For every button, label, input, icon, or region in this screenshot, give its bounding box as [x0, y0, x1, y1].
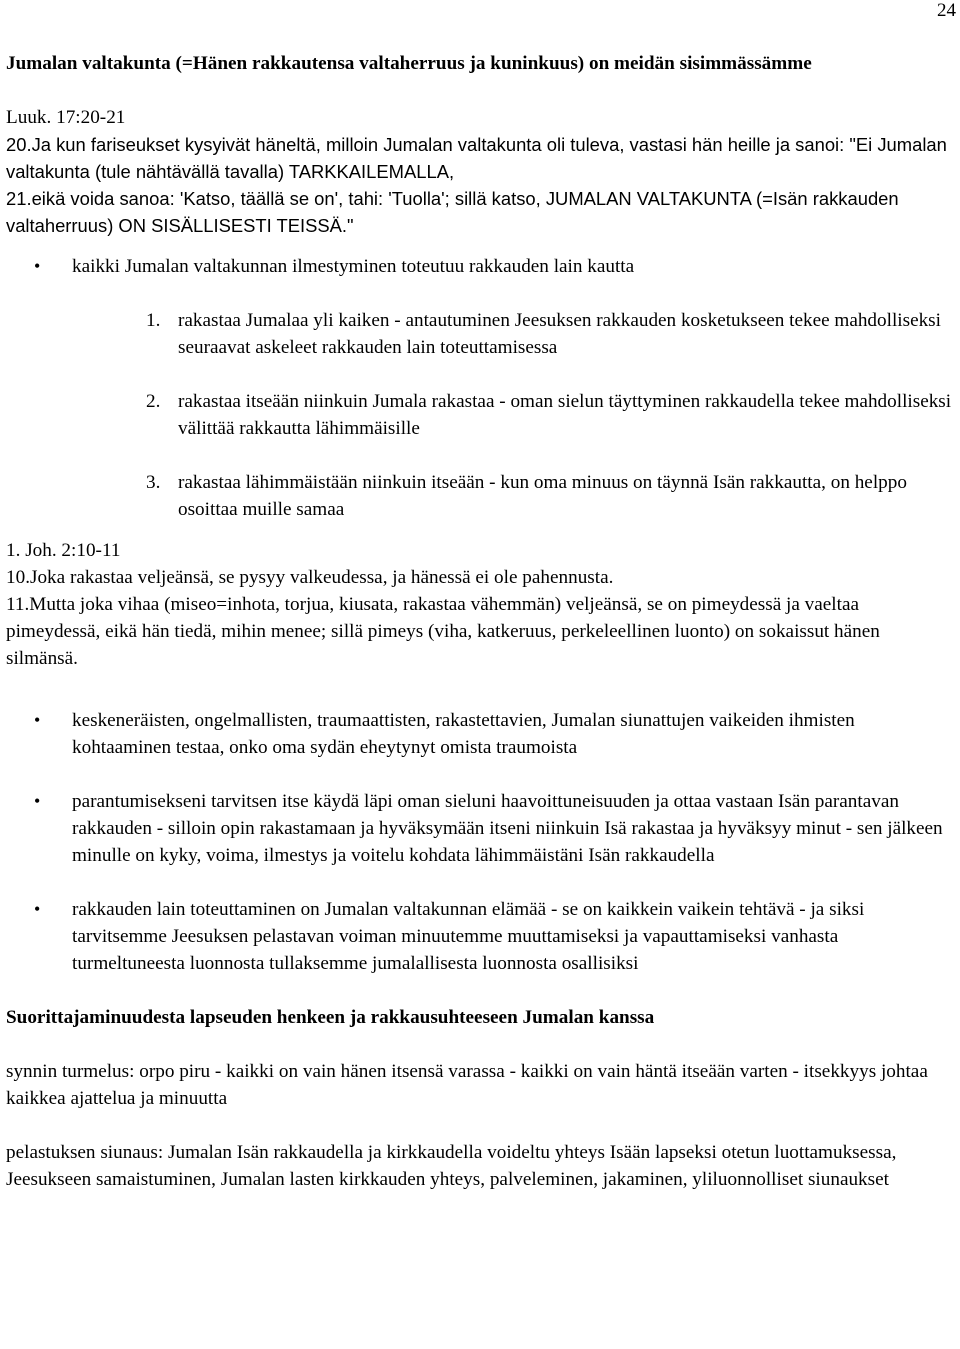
scripture-reference-luke: Luuk. 17:20-21 [6, 107, 126, 128]
list-item-text: parantumisekseni tarvitsen itse käydä läpi oman sieluni haavoittuneisuuden ja ottaa vastaan Isän parantavan rakkauden - silloin opin rakastamaan ja hyväksymään itseni niinkuin Isä rakastaa ja hyväksyy minut - sen jälkeen minulle on kyky, voima, ilmestys ja voitelu kohdata lähimmäistäni Isän rakkaudella [72, 791, 943, 866]
list-item [6, 469, 954, 523]
document-body [6, 50, 954, 1193]
step-text: rakastaa itseään niinkuin Jumala rakastaa - oman sielun täyttyminen rakkaudella tekee mahdolliseksi välittää rakkautta lähimmäisille [178, 391, 952, 439]
list-item [6, 707, 954, 761]
step-text: rakastaa lähimmäistään niinkuin itseään - kun oma minuus on täynnä Isän rakkautta, on helppo osoittaa muille samaa [178, 472, 907, 520]
list-item [6, 788, 954, 869]
bullet-icon: • [34, 710, 41, 730]
list-item-text: rakkauden lain toteuttaminen on Jumalan valtakunnan elämää - se on kaikkein vaikein tehtävä - ja siksi tarvitsemme Jeesuksen pelastavan voiman minuutemme muuttamiseksi ja vapauttamiseksi vanhasta turmeltuneesta luonnosta tullaksemme jumalallisesta luonnosta osallisiksi [72, 899, 865, 974]
bullet-icon: • [34, 256, 41, 276]
list-item [6, 388, 954, 442]
step-number: 3. [146, 472, 161, 493]
bullet-icon: • [34, 791, 41, 811]
numbered-list-love-law [6, 307, 954, 523]
paragraph-salvation-blessing: pelastuksen siunaus: Jumalan Isän rakkaudella ja kirkkaudella voideltu yhteys Isään lapseksi otetun luottamuksessa, Jeesukseen samaistuminen, Jumalan lasten kirkkauden yhteys, palveleminen, jakaminen, yliluonnolliset siunaukset [6, 1142, 897, 1190]
step-number: 1. [146, 310, 161, 331]
bullet-list-kingdom [6, 253, 954, 280]
verse-11: 11.Mutta joka vihaa (miseo=inhota, torjua, kiusata, rakastaa vähemmän) veljeänsä, se on pimeydessä ja vaeltaa pimeydessä, eikä hän tiedä, mihin menee; sillä pimeys (viha, katkeruus, perkeleellinen luonto) on sokaissut hänen silmänsä. [6, 594, 880, 669]
step-text: rakastaa Jumalaa yli kaiken - antautuminen Jeesuksen rakkauden kosketukseen tekee mahdolliseksi seuraavat askeleet rakkauden lain toteuttamisessa [178, 310, 941, 358]
page-number: 24 [937, 0, 956, 21]
verse-20: 20.Ja kun fariseukset kysyivät häneltä, milloin Jumalan valtakunta oli tuleva, vastasi hän heille ja sanoi: "Ei Jumalan valtakunta (tule nähtävällä tavalla) TARKKAILEMALLA, [6, 134, 947, 182]
list-item [6, 253, 954, 280]
section-heading-sonship: Suorittajaminuudesta lapseuden henkeen ja rakkausuhteeseen Jumalan kanssa [6, 1007, 655, 1028]
scripture-reference-john: 1. Joh. 2:10-11 [6, 540, 121, 561]
section-heading-kingdom: Jumalan valtakunta (=Hänen rakkautensa valtaherruus ja kuninkuus) on meidän sisimmässämme [6, 53, 812, 74]
list-item [6, 307, 954, 361]
paragraph-sin-corruption: synnin turmelus: orpo piru - kaikki on vain hänen itsensä varassa - kaikki on vain häntä itseään varten - itsekkyys johtaa kaikkea ajattelua ja minuutta [6, 1061, 928, 1109]
bullet-icon: • [34, 899, 41, 919]
list-item-text: kaikki Jumalan valtakunnan ilmestyminen toteutuu rakkauden lain kautta [72, 256, 635, 277]
list-item-text: keskeneräisten, ongelmallisten, traumaattisten, rakastettavien, Jumalan siunattujen vaikeiden ihmisten kohtaaminen testaa, onko oma sydän eheytynyt omista traumoista [72, 710, 855, 758]
list-item [6, 896, 954, 977]
verse-10: 10.Joka rakastaa veljeänsä, se pysyy valkeudessa, ja hänessä ei ole pahennusta. [6, 567, 614, 588]
bullet-list-healing [6, 707, 954, 977]
step-number: 2. [146, 391, 161, 412]
verse-21: 21.eikä voida sanoa: 'Katso, täällä se on', tahi: 'Tuolla'; sillä katso, JUMALAN VALTAKUNTA (=Isän rakkauden valtaherruus) ON SISÄLLISESTI TEISSÄ." [6, 188, 899, 236]
